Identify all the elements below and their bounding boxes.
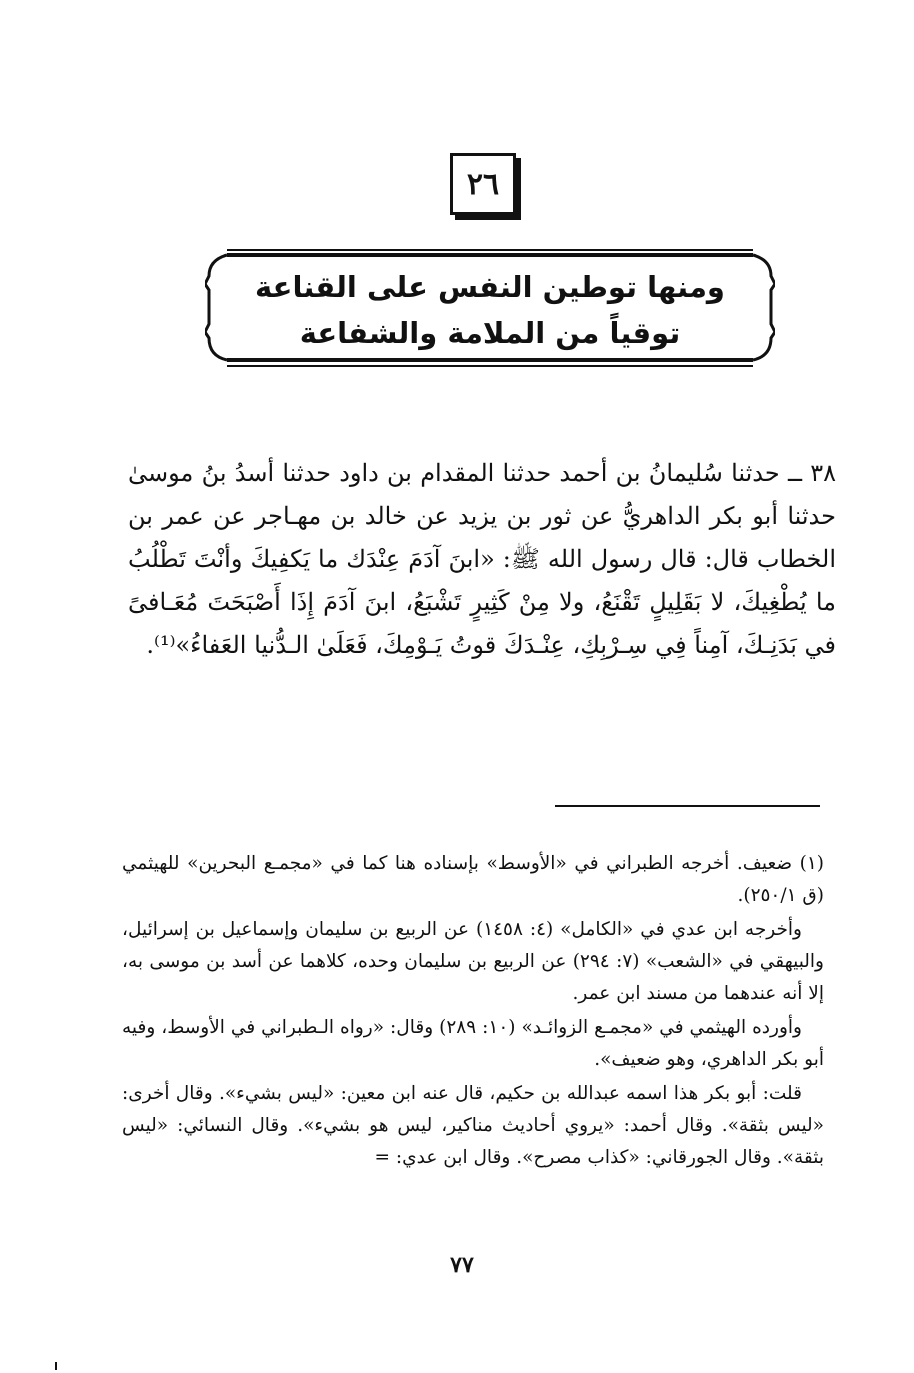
footnote-paragraph: وأخرجه ابن عدي في «الكامل» (٤: ١٤٥٨) عن الربيع بن سليمان وإسماعيل بن إسرائيل، والبيهقي في «الشعب» (٧: ٢٩٤) عن الربيع بن سليمان وحده، كلاهما عن أسد بن موسى به، إلا أنه عندهما من مسند ابن عمر.	[122, 919, 824, 1004]
page-number: ٧٧	[450, 1252, 474, 1278]
footnotes	[122, 848, 824, 1176]
chapter-number-box	[450, 153, 516, 215]
chapter-title-line-1: ومنها توطين النفس على القناعة	[255, 270, 725, 304]
chapter-title-frame	[205, 246, 775, 370]
chapter-number: ٢٦	[466, 166, 500, 202]
footnote-paragraph: قلت: أبو بكر هذا اسمه عبدالله بن حكيم، قال عنه ابن معين: «ليس بشيء». وقال أخرى: «ليس بثقة». وقال أحمد: «يروي أحاديث مناكير، ليس هو بشيء». وقال النسائي: «ليس بثقة». وقال الجورقاني: «كذاب مصرح». وقال ابن عدي: =	[122, 1083, 824, 1168]
footnote-separator	[555, 805, 820, 807]
footnote-1: (١) ضعيف. أخرجه الطبراني في «الأوسط» بإسناده هنا كما في «مجمـع البحرين» للهيثمي (ق ٢٥٠/١).	[122, 853, 824, 906]
footnote-paragraph: وأورده الهيثمي في «مجمـع الزوائـد» (١٠: ٢٨٩) وقال: «رواه الـطبراني في الأوسط، وفيه أبو بكر الداهري، وهو ضعيف».	[122, 1017, 824, 1070]
scan-mark	[55, 1362, 57, 1370]
hadith-text: ٣٨ ــ حدثنا سُليمانُ بن أحمد حدثنا المقدام بن داود حدثنا أسدُ بنُ موسىٰ حدثنا أبو بكر الداهريُّ عن ثور بن يزيد عن خالد بن مهـاجر عن عمر بن الخطاب قال: قال رسول الله ﷺ: «ابنَ آدَمَ عِنْدَك ما يَكفِيكَ وأنْتَ تَطْلُبُ ما يُطْغِيكَ، لا بَقَلِيلٍ تَقْنَعُ، ولا مِنْ كَثِيرٍ تَشْبَعُ، ابنَ آدَمَ إِذَا أَصْبَحَتَ مُعَـافىً في بَدَنِـكَ، آمِناً فِي سِـرْبِكِ، عِنْـدَكَ قوتُ يَـوْمِكَ، فَعَلَىٰ الـدُّنيا العَفاءُ»⁽¹⁾.	[128, 459, 836, 659]
chapter-title	[215, 264, 765, 356]
hadith-body	[128, 452, 836, 667]
chapter-title-line-2: توقياً من الملامة والشفاعة	[299, 316, 681, 350]
